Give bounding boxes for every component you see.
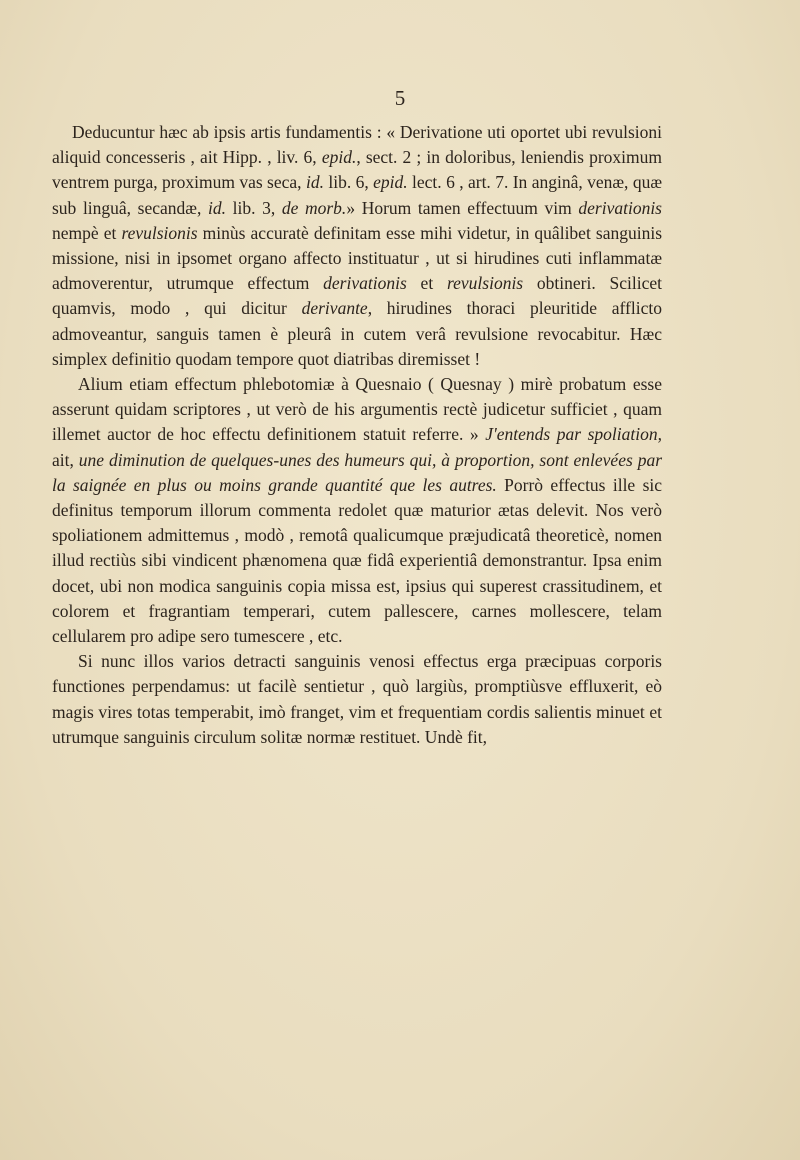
text-run: Porrò effectus ille sic definitus temporum illorum commenta redolet quæ maturior ætas delevit. Nos verò spoliationem admittemus , modò , remotâ qualicumque præjudicatâ theoreticè, nomen illud rectiùs sibi vindicent phænomena quæ fidâ experientiâ demonstrantur. Ipsa enim docet, ubi non modica sanguinis copia missa est, ipsius qui superest crassitudinem, et colorem et fragrantiam temperari, cutem pallescere, carnes mollescere, telam cellularem pro adipe sero tumescere , etc. — [52, 474, 663, 647]
text-run: ait, — [52, 449, 79, 470]
italic-text: epid. — [321, 147, 357, 168]
italic-text: J'entends par spoliation, — [485, 424, 662, 445]
paragraph — [52, 372, 662, 649]
italic-text: revulsionis — [121, 222, 198, 243]
italic-text: derivationis — [323, 273, 407, 294]
text-run: Alium etiam effectum phlebotomiæ à Quesnaio ( Quesnay ) mirè probatum esse asserunt quidam scriptores , ut verò de his argumentis rectè judicetur sufficiet , quam illemet auctor de hoc effectu definitionem statuit referre. » — [52, 374, 662, 445]
text-run: » Horum tamen effectuum vim — [346, 197, 579, 218]
paragraph — [52, 649, 662, 750]
italic-text: epid. — [373, 172, 408, 193]
text-run: lib. 3, — [225, 197, 282, 218]
text-run: lect. 6 , art. 7. In anginâ, venæ, quæ sub linguâ, secandæ, — [52, 172, 662, 218]
italic-text: derivationis — [578, 197, 662, 218]
text-run: , sect. 2 ; in doloribus, leniendis proximum ventrem purga, proximum vas seca, — [52, 147, 663, 193]
italic-text: revulsionis — [446, 273, 524, 294]
text-run: nempè et — [52, 222, 122, 243]
text-run: Deducuntur hæc ab ipsis artis fundamentis : « Derivatione uti oportet ubi revulsioni aliquid concesseris , ait Hipp. , liv. 6, — [52, 122, 662, 168]
italic-text: une diminution de quelques-unes des humeurs qui, à proportion, sont enlevées par la saignée en plus ou moins grande quantité que les autres. — [52, 449, 663, 495]
italic-text: id. — [305, 172, 324, 193]
italic-text: derivante — [301, 298, 368, 319]
text-run: minùs accuratè definitam esse mihi videtur, in quâlibet sanguinis missione, nisi in ipsomet organo affecto instituatur , ut si hirudines cuti inflammatæ admoverentur, utrumque effectum — [52, 222, 662, 294]
text-run: lib. 6, — [323, 172, 374, 193]
page-number: 5 — [394, 86, 406, 110]
paragraph — [52, 120, 662, 372]
text-run: , hirudines thoraci pleuritide afflicto admoveantur, sanguis tamen è pleurâ in cutem verâ revulsione revocabitur. Hæc simplex definitio quodam tempore quot diatribas diremisset ! — [52, 298, 662, 369]
text-run: et — [406, 273, 447, 294]
text-run: Si nunc illos varios detracti sanguinis venosi effectus erga præcipuas corporis functiones perpendamus: ut facilè sentietur , quò largiùs, promptiùsve effluxerit, eò magis vires totas temperabit, imò franget, vim et frequentiam cordis salientis minuet et utrumque sanguinis circulum solitæ normæ restituet. Undè fit, — [52, 651, 662, 747]
italic-text: id. — [207, 197, 226, 218]
body-text — [52, 120, 662, 750]
italic-text: de morb. — [281, 197, 347, 218]
text-run: obtineri. Scilicet quamvis, modo , qui dicitur — [52, 273, 662, 319]
